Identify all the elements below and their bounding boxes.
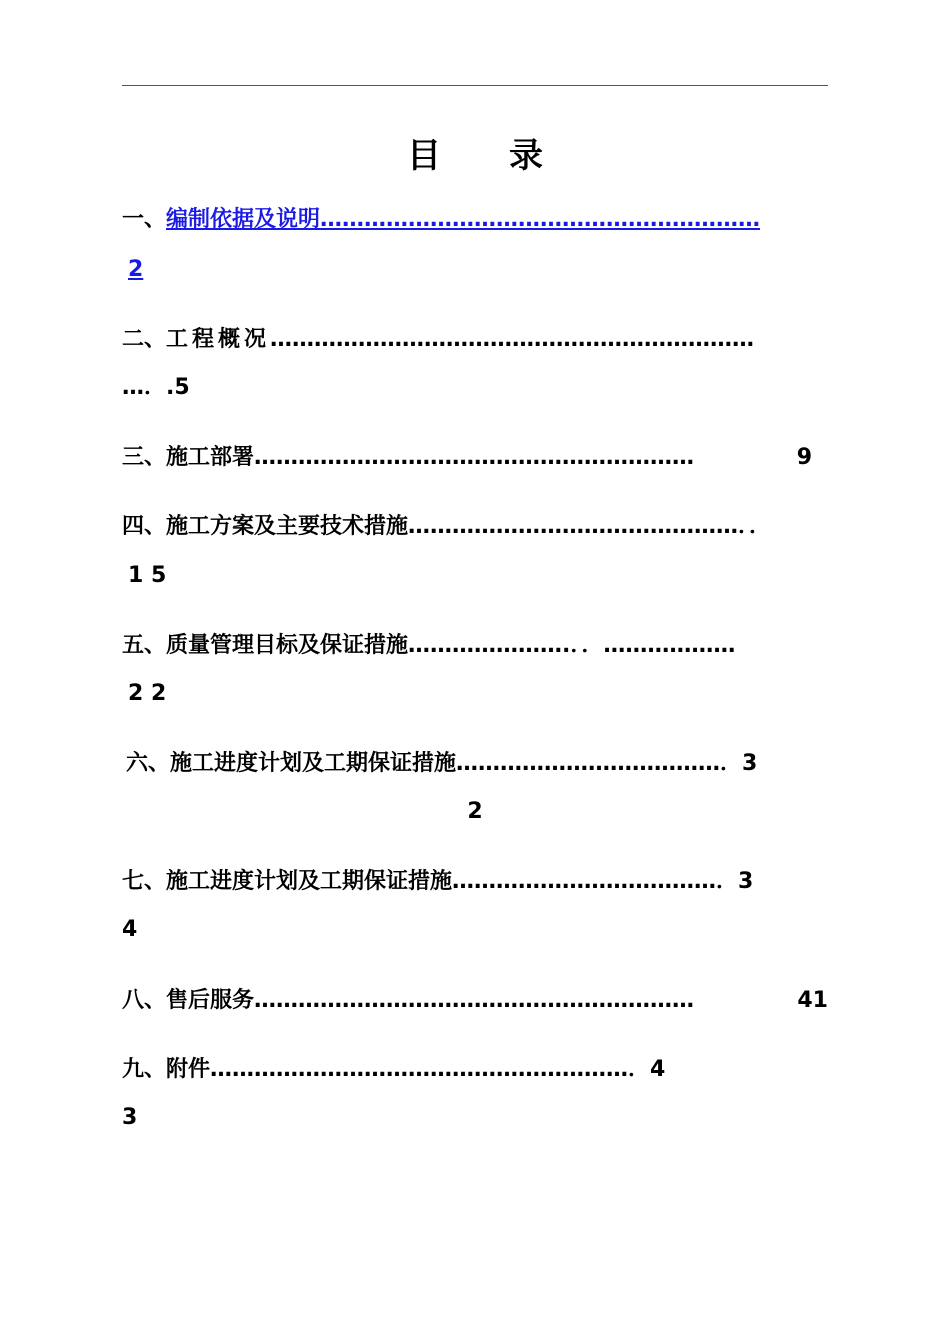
toc-entry-number: 八、 xyxy=(122,988,167,1013)
toc-page-number[interactable]: 2 xyxy=(128,257,144,282)
toc-entry-number: 二、 xyxy=(122,327,167,352)
title-char-1: 目 xyxy=(407,136,441,176)
toc-page-number: 2 xyxy=(467,799,483,824)
toc-entry-3[interactable] xyxy=(122,443,812,473)
toc-entry-number: 七、 xyxy=(122,869,167,894)
toc-page-number: 2 2 xyxy=(128,681,167,706)
toc-entry-5-page xyxy=(122,679,828,709)
toc-entry-4-page xyxy=(122,561,828,591)
toc-entry-label: 质量管理目标及保证措施 xyxy=(166,633,409,658)
toc-entry-7[interactable] xyxy=(122,867,828,897)
toc-page-number: 4 xyxy=(122,917,138,942)
toc-leader-dots: ………………….．．……………… xyxy=(408,633,736,658)
toc-entry-6[interactable] xyxy=(126,749,822,779)
toc-entry-number: 一、 xyxy=(122,207,167,232)
header-rule xyxy=(122,85,828,86)
toc-entry-8[interactable] xyxy=(122,986,828,1016)
toc-page-number: 41 xyxy=(795,986,828,1016)
toc-entry-6-page xyxy=(122,797,828,827)
toc-entry-4[interactable] xyxy=(122,512,828,542)
toc-leader-dots: …………………………………………………… xyxy=(254,988,695,1013)
toc-leader-dots: …………………………………………………．4 xyxy=(210,1057,666,1082)
toc-entry-1-page[interactable] xyxy=(122,255,828,285)
toc-entry-number: 五、 xyxy=(122,633,167,658)
title-char-2: 录 xyxy=(509,136,543,176)
toc-entry-label: 施工进度计划及工期保证措施 xyxy=(166,869,453,894)
toc-page-number: 1 5 xyxy=(128,563,167,588)
toc-entry-label: 工程概况 xyxy=(166,327,271,352)
toc-entry-1[interactable] xyxy=(122,205,828,235)
toc-entry-2[interactable] xyxy=(122,325,828,355)
toc-entry-link[interactable]: 编制依据及说明 xyxy=(166,207,321,232)
toc-page-number: 9 xyxy=(795,443,812,473)
toc-entry-7-page xyxy=(122,915,828,945)
toc-page-number: …．.5 xyxy=(122,375,190,400)
toc-entry-2-page xyxy=(122,373,828,403)
toc-entry-9[interactable] xyxy=(122,1055,828,1085)
toc-entry-label: 附件 xyxy=(166,1057,211,1082)
toc-leader-dots: ………………………………………．． xyxy=(408,514,772,539)
toc-page-number: 3 xyxy=(122,1105,138,1130)
toc-leader-dots: ………………………………………………………… xyxy=(270,327,755,352)
page-title xyxy=(0,128,950,177)
toc-entry-number: 九、 xyxy=(122,1057,167,1082)
toc-entry-label: 施工方案及主要技术措施 xyxy=(166,514,409,539)
toc-entry-label: 施工部署 xyxy=(166,445,255,470)
toc-entry-5[interactable] xyxy=(122,631,828,661)
toc-leader-dots[interactable]: …………………………………………………… xyxy=(320,207,761,232)
toc-entry-9-page xyxy=(122,1103,828,1133)
toc-entry-number: 四、 xyxy=(122,514,167,539)
toc-leader-dots: …………………………………………………… xyxy=(254,445,695,470)
toc-entry-label: 施工进度计划及工期保证措施 xyxy=(170,751,457,776)
toc-entry-label: 售后服务 xyxy=(166,988,255,1013)
toc-entry-number: 三、 xyxy=(122,445,167,470)
toc-entry-number: 六、 xyxy=(126,751,171,776)
toc-leader-dots: ………………………………．3 xyxy=(452,869,754,894)
toc-leader-dots: ………………………………．3 xyxy=(456,751,758,776)
